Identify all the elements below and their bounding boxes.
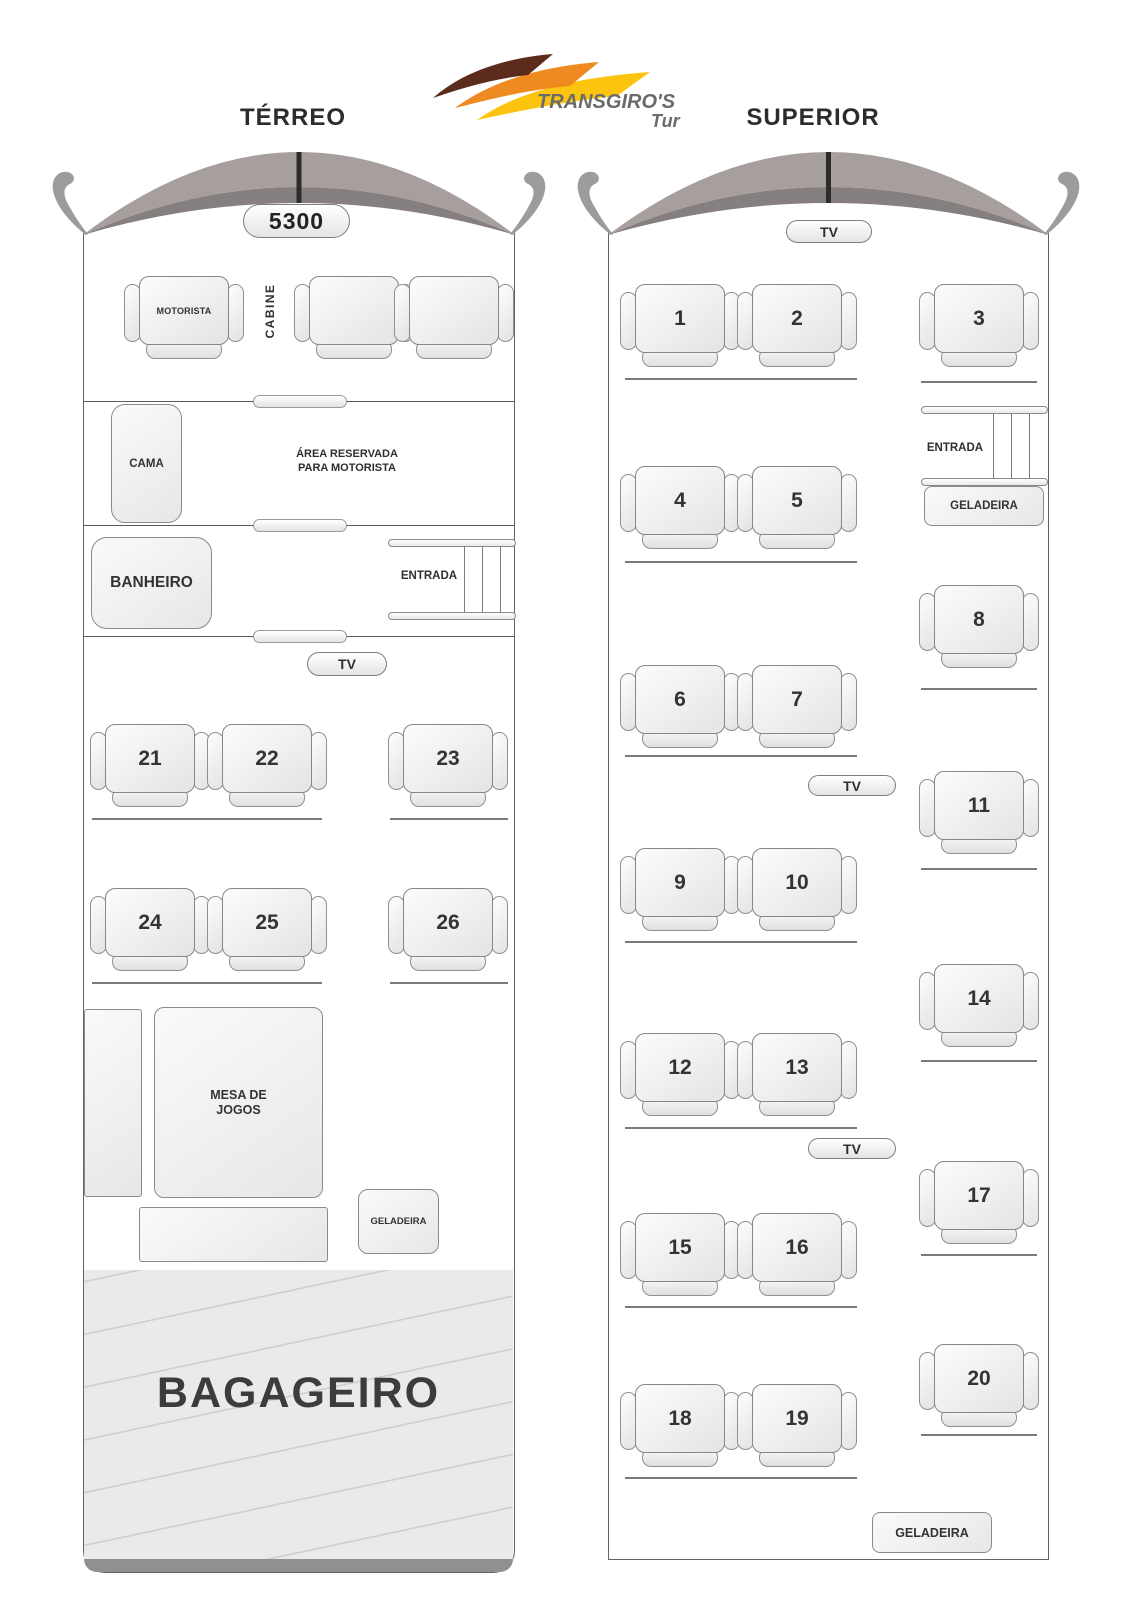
terreo-geladeira: GELADEIRA [358,1189,439,1254]
banheiro-box: BANHEIRO [91,537,212,629]
seat-number: 12 [635,1033,725,1102]
armrest [491,732,508,790]
seat-24[interactable] [90,888,210,972]
armrest [1022,292,1039,350]
superior-tv-mid: TV [808,775,896,796]
armrest [840,474,857,532]
armrest [310,732,327,790]
armrest [840,292,857,350]
partition-handle [253,630,347,643]
stairs-step [993,413,994,478]
stairs-step [500,546,501,612]
seat-number: 17 [934,1161,1024,1230]
seat-row-underline [921,868,1037,870]
seat-2[interactable] [737,284,857,368]
superior-entrada-label: ENTRADA [926,442,984,454]
cabine-label: CABINE [263,283,277,339]
brand-name: TRANSGIRO'S [537,91,676,113]
side-mirror-left-icon [578,172,613,235]
seat-number: 25 [222,888,312,957]
seat-21[interactable] [90,724,210,808]
seat-number: 21 [105,724,195,793]
seat-10[interactable] [737,848,857,932]
bagageiro-label: BAGAGEIRO [156,1368,441,1417]
seat-number: 11 [934,771,1024,840]
cabin-seat-2 [394,276,514,360]
side-mirror-right-icon [1044,172,1079,235]
seat-number: 22 [222,724,312,793]
seat-20[interactable] [919,1344,1039,1428]
armrest [310,896,327,954]
armrest [840,856,857,914]
seat-1[interactable] [620,284,740,368]
armrest [1022,779,1039,837]
seat-number: 18 [635,1384,725,1453]
armrest [840,1041,857,1099]
terreo-entrada-label: ENTRADA [400,570,458,582]
seat-number: 1 [635,284,725,353]
seat-row-underline [625,755,857,757]
seat-3[interactable] [919,284,1039,368]
seat-row-underline [92,982,322,984]
terreo-tv: TV [307,652,387,676]
armrest [1022,1169,1039,1227]
area-reservada-label [257,447,437,475]
games-bench-horizontal [139,1207,328,1262]
seat-number: 24 [105,888,195,957]
seat-15[interactable] [620,1213,740,1297]
seat-number: 23 [403,724,493,793]
seat-number: 9 [635,848,725,917]
terreo-title: TÉRREO [239,104,346,131]
armrest [840,1221,857,1279]
seat-number: 5 [752,466,842,535]
seat-row-underline [390,818,508,820]
seat-back [309,276,399,345]
seat-number: 13 [752,1033,842,1102]
seat-7[interactable] [737,665,857,749]
bus-number-badge: 5300 [243,204,350,238]
windshield-divider [297,152,302,203]
seat-row-underline [390,982,508,984]
area-reservada-line1: ÁREA RESERVADA [296,448,398,460]
partition-handle [253,519,347,532]
seat-13[interactable] [737,1033,857,1117]
armrest [840,673,857,731]
stairs-rail [921,478,1048,486]
seat-14[interactable] [919,964,1039,1048]
games-bench-vertical [84,1009,142,1197]
seat-number: 14 [934,964,1024,1033]
seat-23[interactable] [388,724,508,808]
terreo-rear-bumper [84,1559,513,1572]
seat-18[interactable] [620,1384,740,1468]
seat-row-underline [921,688,1037,690]
seat-9[interactable] [620,848,740,932]
seat-25[interactable] [207,888,327,972]
stairs-step [1011,413,1012,478]
stairs-step [482,546,483,612]
seat-number: 8 [934,585,1024,654]
armrest [1022,1352,1039,1410]
stairs-rail [388,539,516,547]
seat-label: MOTORISTA [139,276,229,345]
seat-number: 3 [934,284,1024,353]
seat-number: 16 [752,1213,842,1282]
mesa-de-jogos [154,1007,323,1198]
superior-geladeira-bottom: GELADEIRA [872,1512,992,1553]
superior-geladeira-top: GELADEIRA [924,486,1044,526]
seat-row-underline [625,941,857,943]
seat-number: 10 [752,848,842,917]
seat-11[interactable] [919,771,1039,855]
seat-17[interactable] [919,1161,1039,1245]
seat-row-underline [625,1306,857,1308]
seat-19[interactable] [737,1384,857,1468]
superior-tv-front: TV [786,220,872,243]
seat-back [409,276,499,345]
stairs-rail [388,612,516,620]
armrest [491,896,508,954]
cama-box: CAMA [111,404,182,523]
seat-row-underline [625,378,857,380]
brand-sub: Tur [651,111,680,131]
stairs-step [464,546,465,612]
armrest [1022,593,1039,651]
windshield-divider [826,152,831,203]
seat-number: 26 [403,888,493,957]
seat-row-underline [921,1060,1037,1062]
seat-12[interactable] [620,1033,740,1117]
seat-8[interactable] [919,585,1039,669]
seat-4[interactable] [620,466,740,550]
seat-number: 6 [635,665,725,734]
seat-row-underline [921,1254,1037,1256]
superior-tv-rear: TV [808,1138,896,1159]
seat-22[interactable] [207,724,327,808]
seat-row-underline [625,561,857,563]
seat-5[interactable] [737,466,857,550]
armrest [227,284,244,342]
seat-motorista [124,276,244,360]
stairs-step [1029,413,1030,478]
mesa-de-jogos-label: MESA DE JOGOS [210,1087,267,1117]
seat-6[interactable] [620,665,740,749]
side-mirror-right-icon [510,172,545,235]
brand-logo [425,52,710,137]
seat-row-underline [625,1477,857,1479]
armrest [497,284,514,342]
seat-26[interactable] [388,888,508,972]
seat-number: 19 [752,1384,842,1453]
area-reservada-line2: PARA MOTORISTA [298,462,396,474]
seat-row-underline [92,818,322,820]
seat-number: 4 [635,466,725,535]
superior-title: SUPERIOR [746,104,880,131]
seat-number: 20 [934,1344,1024,1413]
armrest [840,1392,857,1450]
seat-16[interactable] [737,1213,857,1297]
seat-row-underline [921,381,1037,383]
seat-row-underline [625,1127,857,1129]
seat-number: 15 [635,1213,725,1282]
seat-number: 7 [752,665,842,734]
partition-handle [253,395,347,408]
seat-number: 2 [752,284,842,353]
seat-row-underline [921,1434,1037,1436]
armrest [1022,972,1039,1030]
side-mirror-left-icon [53,172,88,235]
